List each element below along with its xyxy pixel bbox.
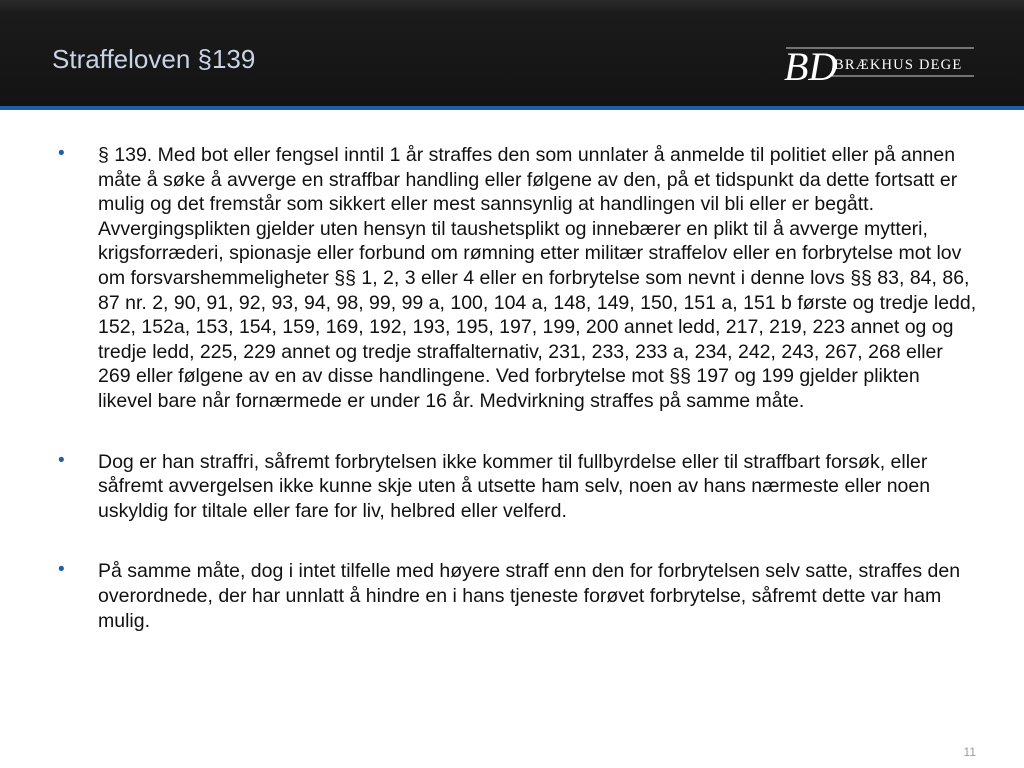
logo-wordmark: BRÆKHUS DEGE bbox=[834, 57, 963, 73]
slide-header bbox=[0, 0, 1024, 106]
page-number: 11 bbox=[963, 745, 976, 759]
bullet-icon: • bbox=[58, 449, 65, 471]
header-accent-rule bbox=[0, 106, 1024, 110]
bullet-text: § 139. Med bot eller fengsel inntil 1 år straffes den som unnlater å anmelde til politiet eller på annen måte å søke å avverge en straffbar handling eller følgene av den, på et tidspunkt da dette fortsatt er mulig og det fremstår som sikkert eller mest sannsynlig at handlingen vil bli eller er begått. Avvergingsplikten gjelder uten hensyn til taushetsplikt og innebærer en plikt til å avverge mytteri, krigsforræderi, spionasje eller forbund om rømning etter militær straffelov eller en forbrytelse mot lov om forsvarshemmeligheter §§ 1, 2, 3 eller 4 eller en forbrytelse som nevnt i denne lovs §§ 83, 84, 86, 87 nr. 2, 90, 91, 92, 93, 94, 98, 99, 99 a, 100, 104 a, 148, 149, 150, 151 a, 151 b første og tredje ledd, 152, 152a, 153, 154, 159, 169, 192, 193, 195, 197, 199, 200 annet ledd, 217, 219, 223 annet og og tredje ledd, 225, 229 annet og tredje straffalternativ, 231, 233, 233 a, 234, 242, 243, 267, 268 eller 269 eller følgene av en av disse handlingene. Ved forbrytelse mot §§ 197 og 199 gjelder plikten likevel bare når fornærmede er under 16 år. Medvirkning straffes på samme måte. bbox=[98, 144, 977, 412]
bullet-text: Dog er han straffri, såfremt forbrytelsen ikke kommer til fullbyrdelse eller til straffbart forsøk, eller såfremt avvergelsen ikke kunne skje uten å utsette ham selv, noen av hans nærmeste eller noen uskyldig for tiltale eller fare for liv, helbred eller velferd. bbox=[98, 450, 931, 522]
bullet-item bbox=[58, 450, 978, 524]
brakhus-dege-logo bbox=[782, 36, 977, 88]
bullet-item bbox=[58, 143, 978, 414]
logo-monogram: BD bbox=[784, 44, 838, 88]
bullet-text: På samme måte, dog i intet tilfelle med høyere straff enn den for forbrytelsen selv satte, straffes den overordnede, der har unnlatt å hindre en i hans tjeneste forøvet forbrytelse, såfremt dette var ham mulig. bbox=[98, 560, 961, 632]
bullet-item bbox=[58, 559, 978, 633]
slide-title: Straffeloven §139 bbox=[52, 44, 256, 74]
bullet-icon: • bbox=[58, 559, 65, 581]
bullet-icon: • bbox=[58, 143, 65, 164]
slide-body bbox=[58, 143, 978, 669]
